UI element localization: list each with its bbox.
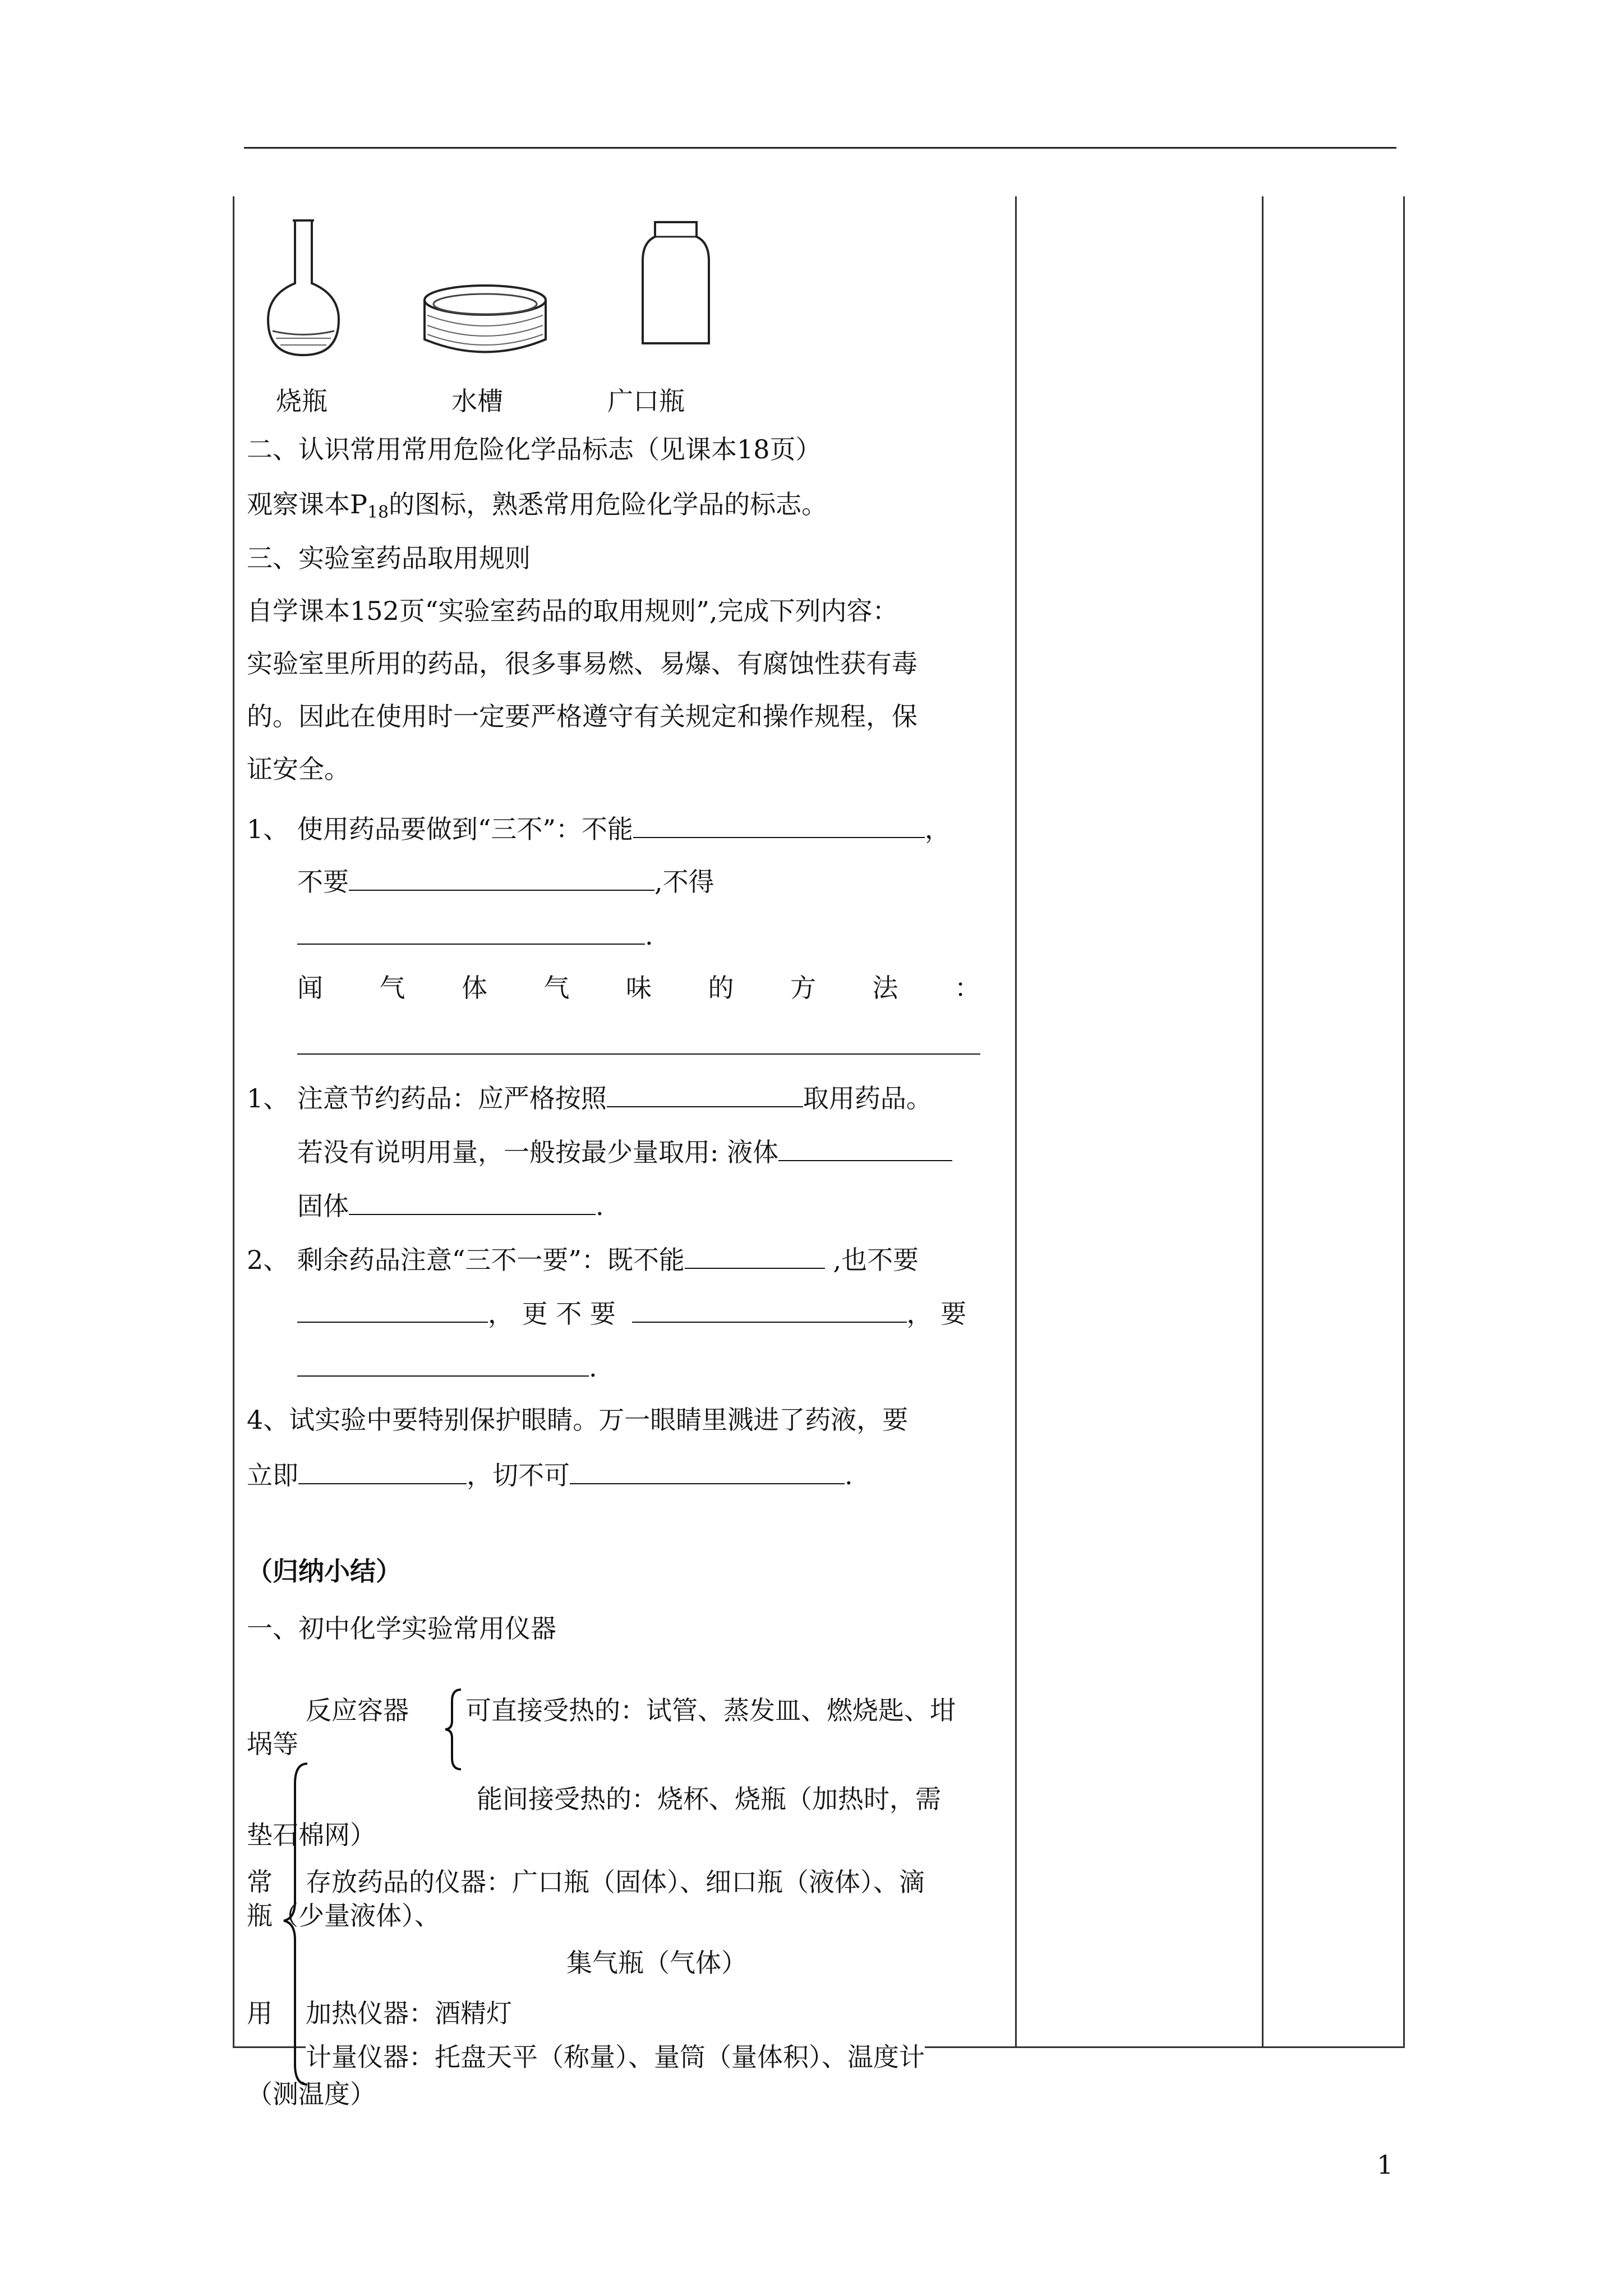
direct-heat-line: 可直接受热的：试管、蒸发皿、燃烧匙、坩 xyxy=(465,1695,956,1726)
rule-save-chemicals-liquid: 若没有说明用量，一般按最少量取用: 液体 xyxy=(297,1134,952,1168)
section2-heading: 二、认识常用常用危险化学品标志（见课本18页） xyxy=(247,434,822,464)
summary-subheading: 一、初中化学实验常用仪器 xyxy=(247,1613,556,1644)
header-rule xyxy=(244,147,1396,149)
smell-method-blank[interactable] xyxy=(297,1053,980,1055)
rule-leftover-chemicals-end: . xyxy=(297,1350,597,1384)
blank[interactable] xyxy=(570,1457,845,1484)
wide-mouth-bottle-drawing xyxy=(639,219,712,348)
blank[interactable] xyxy=(297,918,645,945)
blank[interactable] xyxy=(349,864,654,891)
vertical-char-chang: 常 xyxy=(247,1867,273,1897)
blank[interactable] xyxy=(633,811,925,838)
water-trough-drawing xyxy=(421,280,550,365)
blank[interactable] xyxy=(349,1188,596,1215)
blank[interactable] xyxy=(297,1296,488,1323)
blank[interactable] xyxy=(297,1350,589,1377)
rule-three-nots: 1、 使用药品要做到“三不”：不能 ， xyxy=(247,811,951,845)
blank[interactable] xyxy=(778,1134,952,1161)
smell-method-line: 闻 气 体 气 味 的 方 法 ： xyxy=(297,973,980,1003)
blank[interactable] xyxy=(298,1457,467,1484)
section3-intro-4: 证安全。 xyxy=(247,754,350,784)
table-left-border xyxy=(233,196,234,2047)
vertical-char-yong: 用 xyxy=(247,1998,273,2028)
flask-drawing xyxy=(264,216,342,362)
gas-jar-line: 集气瓶（气体） xyxy=(566,1948,747,1978)
table-right-border xyxy=(1403,196,1405,2047)
storage-line: 存放药品的仪器：广口瓶（固体）、细口瓶（液体）、滴 xyxy=(306,1867,925,1897)
water-trough-label: 水槽 xyxy=(451,386,503,416)
rule-protect-eyes-cont: 立即 ，切不可 . xyxy=(247,1457,853,1492)
indirect-heat-line: 能间接受热的：烧杯、烧瓶（加热时，需 xyxy=(477,1784,941,1814)
blank[interactable] xyxy=(607,1080,803,1107)
table-divider-1 xyxy=(1015,196,1017,2047)
rule-leftover-chemicals-cont: ， 更 不 要 ， 要 xyxy=(297,1296,966,1330)
rule-protect-eyes: 4、试实验中要特别保护眼睛。万一眼睛里溅进了药液，要 xyxy=(247,1405,909,1435)
reaction-container-label: 反应容器 xyxy=(306,1695,409,1726)
page-number: 1 xyxy=(1377,2150,1394,2180)
blank[interactable] xyxy=(685,1242,825,1269)
table-divider-2 xyxy=(1262,196,1264,2047)
wide-mouth-bottle-label: 广口瓶 xyxy=(607,386,685,416)
subscript-page: 18 xyxy=(367,503,389,522)
blank[interactable] xyxy=(632,1296,907,1323)
flask-label: 烧瓶 xyxy=(276,386,328,416)
section2-text: 观察课本$P_{18}$的图标，熟悉常用危险化学品的标志。 xyxy=(247,489,828,522)
indirect-heat-cont: 垫石棉网） xyxy=(247,1820,376,1850)
storage-cont: 瓶（少量液体）、 xyxy=(247,1901,440,1931)
reaction-brace xyxy=(442,1687,464,1772)
section3-heading: 三、实验室药品取用规则 xyxy=(247,543,531,573)
measuring-line: 计量仪器：托盘天平（称量）、量筒（量体积）、温度计 xyxy=(306,2042,925,2072)
summary-heading: （归纳小结） xyxy=(247,1556,402,1586)
rule-three-nots-end: . xyxy=(297,918,653,952)
rule-save-chemicals-solid: 固体 . xyxy=(297,1188,604,1222)
direct-heat-cont: 埚等 xyxy=(247,1729,298,1759)
rule-three-nots-cont: 不要 ,不得 xyxy=(297,864,714,898)
rule-leftover-chemicals: 2、 剩余药品注意“三不一要”：既不能 ,也不要 xyxy=(247,1242,919,1276)
section3-intro-2: 实验室里所用的药品，很多事易燃、易爆、有腐蚀性获有毒 xyxy=(247,648,917,679)
measuring-cont: （测温度） xyxy=(247,2079,376,2109)
heating-line: 加热仪器：酒精灯 xyxy=(306,1998,512,2028)
section3-intro-1: 自学课本152页“实验室药品的取用规则”,完成下列内容： xyxy=(247,596,898,626)
rule-save-chemicals: 1、 注意节约药品：应严格按照 取用药品。 xyxy=(247,1080,932,1115)
section3-intro-3: 的。因此在使用时一定要严格遵守有关规定和操作规程，保 xyxy=(247,701,917,731)
